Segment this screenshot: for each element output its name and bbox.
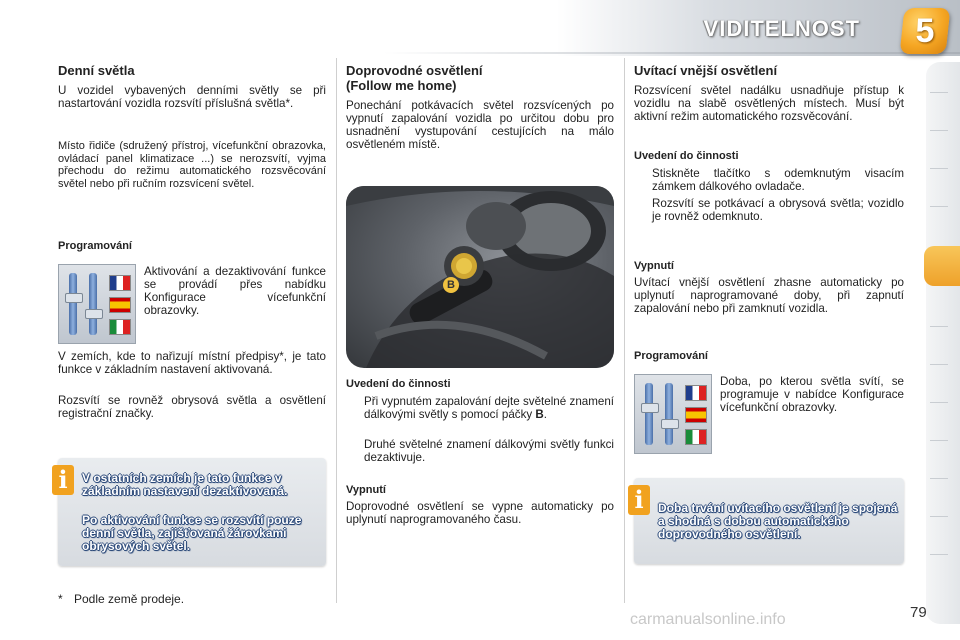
- flag-icon: [685, 407, 707, 423]
- slider-knob-icon: [641, 403, 659, 413]
- slider-icon: [69, 273, 77, 335]
- info-icon: i: [628, 485, 650, 515]
- switch-off-heading: Vypnutí: [346, 484, 386, 496]
- stalk-label-b: B: [443, 277, 459, 293]
- tab-divider: [930, 478, 948, 479]
- daytime-intro: U vozidel vybavených denními světly se při nastartování vozidla rozsvítí příslušná světla*.: [58, 84, 326, 110]
- tab-active-chapter: [924, 246, 960, 286]
- slider-icon: [665, 383, 673, 445]
- programming-text: Doba, po kterou světla svítí, se programuje v nabídce Konfigurace vícefunkční obrazovky.: [720, 375, 904, 414]
- bullet-text: Stiskněte tlačítko s odemknutým visacím zámkem dálkového ovladače.: [652, 167, 904, 193]
- flag-icon: [109, 297, 131, 313]
- tab-divider: [930, 130, 948, 131]
- flag-icon: [685, 429, 707, 445]
- section-title-welcome-lighting: Uvítací vnější osvětlení: [634, 63, 778, 78]
- header-rule: [0, 52, 960, 54]
- section-title-daytime-lights: Denní světla: [58, 63, 135, 78]
- sidelights-note: Rozsvítí se rovněž obrysová světla a osvětlení registrační značky.: [58, 394, 326, 420]
- activation-heading: Uvedení do činnosti: [346, 378, 451, 390]
- flag-icon: [685, 385, 707, 401]
- bullet-item: [346, 438, 614, 464]
- tab-divider: [930, 364, 948, 365]
- bullet-item: [346, 395, 614, 421]
- flag-icon: [109, 319, 131, 335]
- slider-knob-icon: [661, 419, 679, 429]
- tab-divider: [930, 326, 948, 327]
- tab-divider: [930, 440, 948, 441]
- programming-heading: Programování: [58, 240, 132, 252]
- info-icon: i: [52, 465, 74, 495]
- info-text: Doba trvání uvítacího osvětlení je spojená a shodná s dobou automatického doprovodného osvětlení.: [658, 501, 898, 541]
- slider-icon: [89, 273, 97, 335]
- page-title: VIDITELNOST: [703, 16, 860, 41]
- flag-icon: [109, 275, 131, 291]
- section-title-follow-me-home: [346, 63, 483, 93]
- tab-divider: [930, 206, 948, 207]
- title-line-2: (Follow me home): [346, 78, 457, 93]
- footnote: Podle země prodeje.: [74, 592, 185, 606]
- activation-heading: Uvedení do činnosti: [634, 150, 739, 162]
- bullet-hand-icon: [634, 167, 652, 193]
- bullet-hand-icon: [346, 395, 364, 421]
- bullet-text: Druhé světelné znamení dálkovými světly funkci dezaktivuje.: [364, 438, 614, 464]
- title-line-1: Doprovodné osvětlení: [346, 63, 483, 78]
- info-text-2: Po aktivování funkce se rozsvítí pouze denní světla, zajišťovaná žárovkami obrysových světel.: [82, 513, 302, 553]
- slider-icon: [645, 383, 653, 445]
- bullet-bold-label: B: [535, 408, 544, 421]
- tab-divider: [930, 554, 948, 555]
- chapter-number: 5: [915, 12, 935, 50]
- tab-divider: [930, 168, 948, 169]
- daytime-dashboard-note: Místo řidiče (sdružený přístroj, vícefunkční obrazovka, ovládací panel klimatizace ...) se nerozsvítí, vyjma přechodu do režimu automatického rozsvěcování světel nebo při ručním rozsvícení světel.: [58, 140, 326, 190]
- column-divider: [336, 58, 337, 603]
- bullet-end: .: [543, 408, 548, 421]
- slider-knob-icon: [85, 309, 103, 319]
- tab-divider: [930, 516, 948, 517]
- column-divider: [624, 58, 625, 603]
- stalk-illustration: [346, 186, 614, 368]
- switch-off-heading: Vypnutí: [634, 260, 674, 272]
- tab-divider: [930, 402, 948, 403]
- country-default-note: V zemích, kde to nařizují místní předpisy*, je tato funkce v základním nastavení aktivovaná.: [58, 350, 326, 376]
- switch-off-text: Doprovodné osvětlení se vypne automaticky po uplynutí naprogramovaného času.: [346, 500, 614, 526]
- footnote-marker: *: [58, 592, 63, 606]
- slider-knob-icon: [65, 293, 83, 303]
- watermark: carmanualsonline.info: [630, 611, 786, 628]
- switch-off-text: Uvítací vnější osvětlení zhasne automaticky po uplynutí naprogramované doby, při zapnutí zapalování nebo při zamknutí vozidla.: [634, 276, 904, 315]
- page-number: 79: [910, 604, 927, 621]
- welcome-intro: Rozsvícení světel nadálku usnadňuje přístup k vozidlu na slabě osvětlených místech. Musí být aktivní režim automatického rozsvěcování.: [634, 84, 904, 123]
- bullet-hand-icon: [346, 438, 364, 464]
- programming-text: Aktivování a dezaktivování funkce se provádí přes nabídku Konfigurace vícefunkční obrazovky.: [144, 265, 326, 317]
- tab-divider: [930, 92, 948, 93]
- steering-stalk-photo: [346, 186, 614, 368]
- programming-heading: Programování: [634, 350, 708, 362]
- multifunction-screen-thumbnail: [58, 264, 136, 344]
- bullet-continuation: Rozsvítí se potkávací a obrysová světla; vozidlo je rovněž odemknuto.: [652, 197, 904, 223]
- bullet-item: [634, 167, 904, 193]
- info-text-1: V ostatních zemích je tato funkce v základním nastavení dezaktivovaná.: [82, 471, 288, 498]
- follow-me-home-intro: Ponechání potkávacích světel rozsvícených po vypnutí zapalování vozidla po určitou dobu pro usnadnění vystupování cestujících na málo osvětleném místě.: [346, 99, 614, 151]
- multifunction-screen-thumbnail: [634, 374, 712, 454]
- chapter-tabs: [926, 62, 960, 624]
- bullet-text: Při vypnutém zapalování dejte světelné znamení dálkovými světly s pomocí páčky: [364, 395, 614, 421]
